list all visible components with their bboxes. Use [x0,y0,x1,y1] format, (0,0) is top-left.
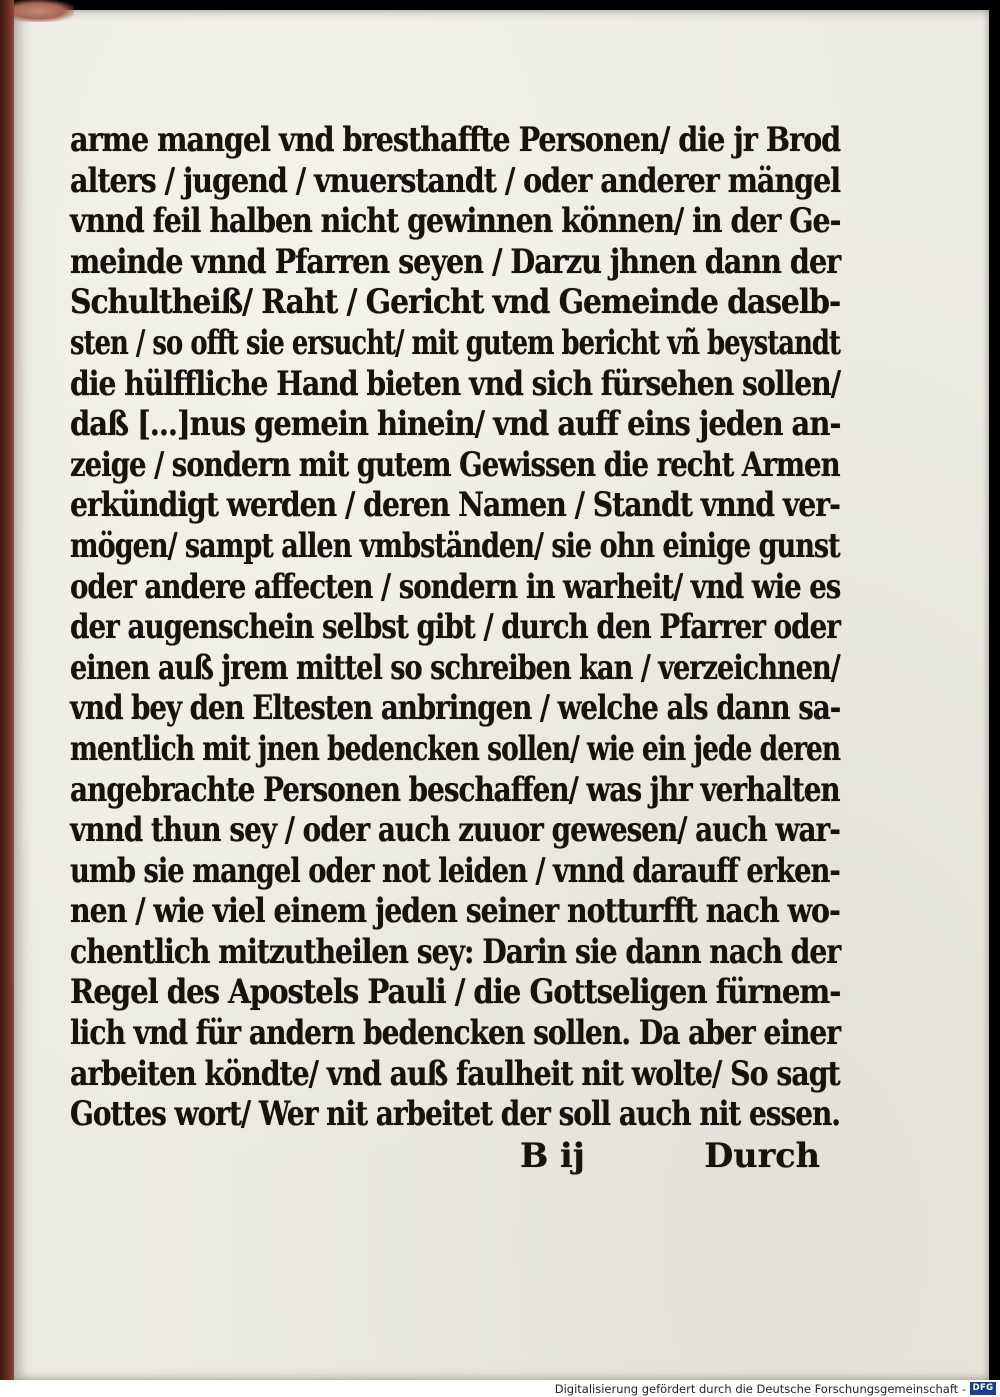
text-line: vnnd feil halben nicht gewinnen können/ in der Ge- [70,201,841,241]
text-line: mentlich mit jnen bedencken sollen/ wie ein jede deren [70,728,841,768]
text-line: Regel des Apostels Pauli / die Gottseligen fürnem- [70,972,841,1012]
text-line: erkündigt werden / deren Namen / Standt vnnd ver- [70,485,840,525]
text-line: vnnd thun sey / oder auch zuuor gewesen/ auch war- [70,810,840,850]
text-line: zeige / sondern mit gutem Gewissen die recht Armen [70,444,840,484]
signature-line [520,1136,820,1180]
text-line: mögen/ sampt allen vmbständen/ sie ohn einige gunst [70,525,840,565]
body-text [70,120,840,1135]
digitization-footer [0,1380,1000,1397]
text-line: Schultheiß/ Raht / Gericht vnd Gemeinde daselb- [70,282,841,322]
text-line: Gottes wort/ Wer nit arbeitet der soll auch nit essen. [70,1094,841,1134]
text-line: chentlich mitzutheilen sey: Darin sie dann nach der [70,931,841,971]
text-line: arme mangel vnd bresthaffte Personen/ die jr Brod [70,120,841,159]
text-line: einen auß jrem mittel so schreiben kan / verzeichnen/ [70,647,840,687]
text-line: angebrachte Personen beschaffen/ was jhr verhalten [70,769,840,809]
text-line: alters / jugend / vnuerstandt / oder anderer mängel [70,160,841,200]
text-line: lich vnd für andern bedencken sollen. Da aber einer [70,1013,841,1053]
book-spine-edge [0,0,14,1385]
text-line: der augenschein selbst gibt / durch den Pfarrer oder [70,607,840,647]
text-line: umb sie mangel oder not leiden / vnnd darauff erken- [70,850,840,890]
text-line: arbeiten köndte/ vnd auß faulheit nit wolte/ So sagt [70,1053,840,1093]
funding-credit: Digitalisierung gefördert durch die Deutsche Forschungsgemeinschaft - [554,1382,966,1396]
text-line: sten / so offt sie ersucht/ mit gutem bericht vñ beystandt [70,322,840,362]
text-line: oder andere affecten / sondern in warheit/ vnd wie es [70,566,841,606]
text-line: vnd bey den Eltesten anbringen / welche als dann sa- [70,688,841,728]
dfg-logo-icon: DFG [970,1382,996,1395]
text-line: nen / wie viel einem jeden seiner notturfft nach wo- [70,891,840,931]
text-line: die hülffliche Hand bieten vnd sich fürsehen sollen/ [70,363,841,403]
page-stain [14,0,74,22]
catchword: Durch [704,1136,820,1175]
signature-mark: B ij [520,1136,585,1175]
text-line: meinde vnnd Pfarren seyen / Darzu jhnen dann der [70,241,841,281]
text-line: daß [...]nus gemein hinein/ vnd auff eins jeden an- [70,404,841,444]
